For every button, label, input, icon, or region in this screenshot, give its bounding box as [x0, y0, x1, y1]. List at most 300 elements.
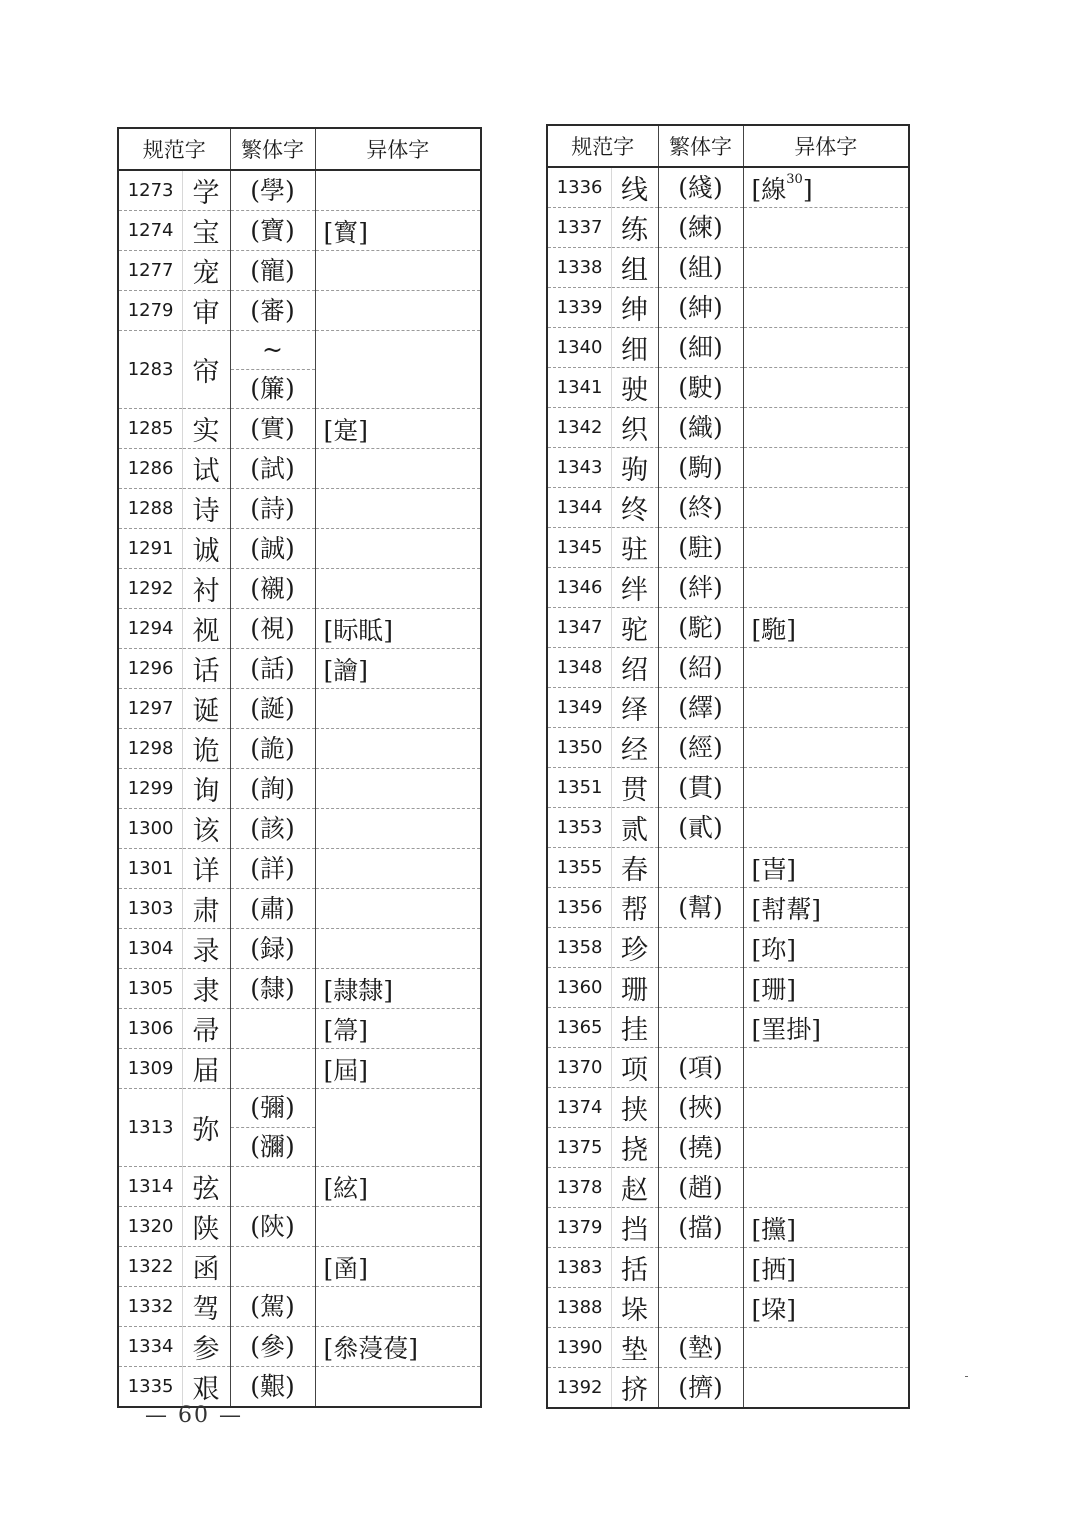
traditional-form — [230, 251, 315, 291]
standard-character: 函 — [182, 1247, 230, 1287]
table-row — [118, 489, 481, 529]
variant-form — [315, 291, 481, 331]
entry-number: 1336 — [547, 167, 611, 208]
standard-character: 衬 — [182, 569, 230, 609]
variant-form — [315, 609, 481, 649]
traditional-form — [658, 408, 743, 448]
table-row — [118, 529, 481, 569]
table-row — [547, 1088, 909, 1128]
traditional-form-line: (肅) — [250, 893, 295, 923]
standard-character: 珊 — [611, 968, 658, 1008]
traditional-form — [230, 529, 315, 569]
traditional-form-line: (紳) — [678, 292, 723, 322]
table-row — [547, 688, 909, 728]
traditional-form-line: (駝) — [678, 612, 723, 642]
entry-number: 1347 — [547, 608, 611, 648]
standard-character: 春 — [611, 848, 658, 888]
standard-character: 详 — [182, 849, 230, 889]
entry-number: 1279 — [118, 291, 182, 331]
standard-character: 贯 — [611, 768, 658, 808]
traditional-form — [658, 728, 743, 768]
entry-number: 1332 — [118, 1287, 182, 1327]
variant-form — [315, 889, 481, 929]
standard-character: 审 — [182, 291, 230, 331]
variant-form — [315, 649, 481, 689]
variant-form — [315, 1089, 481, 1167]
variant-form — [743, 688, 909, 728]
traditional-form — [230, 609, 315, 649]
page-number: — 60 — — [145, 1403, 243, 1428]
traditional-form — [658, 608, 743, 648]
standard-character: 询 — [182, 769, 230, 809]
entry-number: 1379 — [547, 1208, 611, 1248]
header-standard: 规范字 — [118, 128, 230, 170]
entry-number: 1301 — [118, 849, 182, 889]
entry-number: 1378 — [547, 1168, 611, 1208]
traditional-form-line: (駛) — [678, 372, 723, 402]
traditional-form-line: (學) — [250, 175, 295, 205]
table-row — [547, 328, 909, 368]
table-row — [547, 448, 909, 488]
entry-number: 1356 — [547, 888, 611, 928]
traditional-form-line: (話) — [250, 653, 295, 683]
traditional-form-line: (撓) — [678, 1132, 723, 1162]
variant-form — [743, 1328, 909, 1368]
traditional-form-line: ~ — [262, 335, 283, 364]
table-row — [547, 808, 909, 848]
standard-character: 诗 — [182, 489, 230, 529]
traditional-form-line: (詭) — [250, 733, 295, 763]
entry-number: 1350 — [547, 728, 611, 768]
variant-text: [絃] — [323, 1173, 369, 1203]
entry-number: 1341 — [547, 368, 611, 408]
traditional-form — [658, 208, 743, 248]
standard-character: 驶 — [611, 368, 658, 408]
entry-number: 1345 — [547, 528, 611, 568]
entry-number: 1304 — [118, 929, 182, 969]
traditional-form — [230, 1167, 315, 1207]
entry-number: 1335 — [118, 1367, 182, 1408]
variant-form — [743, 808, 909, 848]
table-row — [118, 291, 481, 331]
standard-character: 试 — [182, 449, 230, 489]
entry-number: 1320 — [118, 1207, 182, 1247]
table-row — [547, 1328, 909, 1368]
standard-character: 弥 — [182, 1089, 230, 1167]
traditional-form — [230, 1009, 315, 1049]
variant-text: [旾] — [751, 854, 797, 884]
entry-number: 1300 — [118, 809, 182, 849]
table-row — [547, 408, 909, 448]
traditional-form — [230, 809, 315, 849]
traditional-form — [230, 769, 315, 809]
variant-form — [315, 529, 481, 569]
variant-form — [315, 1367, 481, 1408]
traditional-form — [658, 448, 743, 488]
standard-character: 挠 — [611, 1128, 658, 1168]
table-row — [118, 449, 481, 489]
entry-number: 1339 — [547, 288, 611, 328]
standard-character: 绍 — [611, 648, 658, 688]
traditional-form — [230, 889, 315, 929]
table-row — [547, 1208, 909, 1248]
traditional-form — [230, 409, 315, 449]
entry-number: 1334 — [118, 1327, 182, 1367]
table-row — [118, 1167, 481, 1207]
table-row — [547, 1288, 909, 1328]
variant-form — [743, 408, 909, 448]
variant-form — [743, 728, 909, 768]
table-row — [547, 488, 909, 528]
table-row — [118, 649, 481, 689]
traditional-form-line: (趙) — [678, 1172, 723, 1202]
standard-character: 挡 — [611, 1208, 658, 1248]
standard-character: 驼 — [611, 608, 658, 648]
entry-number: 1338 — [547, 248, 611, 288]
table-row — [547, 608, 909, 648]
standard-character: 经 — [611, 728, 658, 768]
traditional-form-line: (瀰) — [231, 1127, 315, 1166]
table-row — [118, 1367, 481, 1408]
entry-number: 1342 — [547, 408, 611, 448]
traditional-form — [658, 248, 743, 288]
table-row — [547, 1368, 909, 1409]
standard-character: 驾 — [182, 1287, 230, 1327]
table-row — [547, 167, 909, 208]
header-variant: 异体字 — [743, 125, 909, 167]
table-row — [547, 248, 909, 288]
variant-form — [315, 1327, 481, 1367]
traditional-form-line: (駕) — [250, 1291, 295, 1321]
standard-character: 宝 — [182, 211, 230, 251]
traditional-form — [230, 449, 315, 489]
header-traditional: 繁体字 — [658, 125, 743, 167]
variant-form — [743, 648, 909, 688]
entry-number: 1374 — [547, 1088, 611, 1128]
traditional-form — [658, 1008, 743, 1048]
standard-character: 织 — [611, 408, 658, 448]
table-row — [118, 569, 481, 609]
traditional-form — [658, 1208, 743, 1248]
entry-number: 1314 — [118, 1167, 182, 1207]
traditional-form-line: (陝) — [250, 1211, 295, 1241]
table-row — [118, 331, 481, 409]
table-row — [118, 251, 481, 291]
table-row — [547, 1008, 909, 1048]
variant-form — [315, 1247, 481, 1287]
variant-form — [743, 167, 909, 208]
variant-form — [315, 170, 481, 211]
standard-character: 垫 — [611, 1328, 658, 1368]
entry-number: 1296 — [118, 649, 182, 689]
variant-text: [寔] — [323, 415, 369, 445]
variant-form — [315, 1009, 481, 1049]
entry-number: 1360 — [547, 968, 611, 1008]
entry-number: 1286 — [118, 449, 182, 489]
table-row — [547, 728, 909, 768]
variant-text: [珊] — [751, 974, 797, 1004]
standard-character: 视 — [182, 609, 230, 649]
variant-form — [743, 248, 909, 288]
traditional-form-line: (擠) — [678, 1372, 723, 1402]
scan-mark — [965, 1376, 968, 1377]
variant-text: [罣掛] — [751, 1014, 822, 1044]
traditional-form — [658, 568, 743, 608]
standard-character: 括 — [611, 1248, 658, 1288]
variant-form — [315, 1049, 481, 1089]
variant-form — [743, 1008, 909, 1048]
table-row — [118, 170, 481, 211]
traditional-form — [658, 288, 743, 328]
traditional-form-line: (簾) — [231, 369, 315, 408]
table-row — [118, 1089, 481, 1167]
entry-number: 1390 — [547, 1328, 611, 1368]
traditional-form — [230, 1327, 315, 1367]
table-row — [547, 768, 909, 808]
entry-number: 1292 — [118, 569, 182, 609]
header-traditional: 繁体字 — [230, 128, 315, 170]
entry-number: 1298 — [118, 729, 182, 769]
entry-number: 1375 — [547, 1128, 611, 1168]
entry-number: 1353 — [547, 808, 611, 848]
variant-form — [743, 208, 909, 248]
entry-number: 1340 — [547, 328, 611, 368]
entry-number: 1294 — [118, 609, 182, 649]
traditional-form — [658, 1168, 743, 1208]
standard-character: 诡 — [182, 729, 230, 769]
standard-character: 宠 — [182, 251, 230, 291]
traditional-form-line — [659, 929, 743, 967]
traditional-form-line: (組) — [678, 252, 723, 282]
traditional-form — [658, 1048, 743, 1088]
standard-character: 挤 — [611, 1368, 658, 1409]
variant-form — [315, 211, 481, 251]
traditional-form-line: (寵) — [250, 255, 295, 285]
traditional-form — [230, 489, 315, 529]
variant-form — [315, 849, 481, 889]
standard-character: 珍 — [611, 928, 658, 968]
traditional-form-line: (艱) — [250, 1371, 295, 1401]
entry-number: 1351 — [547, 768, 611, 808]
traditional-form-line: (寶) — [250, 215, 295, 245]
entry-number: 1288 — [118, 489, 182, 529]
standard-character: 肃 — [182, 889, 230, 929]
traditional-form-line: (詩) — [250, 493, 295, 523]
table-row — [118, 889, 481, 929]
variant-text: [駞] — [751, 614, 797, 644]
traditional-form — [658, 848, 743, 888]
variant-form — [315, 689, 481, 729]
variant-form — [743, 1248, 909, 1288]
standard-character: 绅 — [611, 288, 658, 328]
table-row — [118, 211, 481, 251]
table-row — [118, 1247, 481, 1287]
standard-character: 帚 — [182, 1009, 230, 1049]
variant-form — [743, 1208, 909, 1248]
table-row — [547, 528, 909, 568]
table-row — [118, 609, 481, 649]
traditional-form — [658, 888, 743, 928]
traditional-form — [230, 569, 315, 609]
table-row — [547, 208, 909, 248]
traditional-form — [658, 688, 743, 728]
variant-form — [743, 1088, 909, 1128]
variant-text: [拪] — [751, 1254, 797, 1284]
variant-text: [眎眡] — [323, 615, 394, 645]
variant-form — [743, 1288, 909, 1328]
table-row — [118, 929, 481, 969]
standard-character: 弦 — [182, 1167, 230, 1207]
variant-form — [743, 1128, 909, 1168]
standard-character: 隶 — [182, 969, 230, 1009]
entry-number: 1349 — [547, 688, 611, 728]
table-row — [547, 1128, 909, 1168]
traditional-form — [658, 1088, 743, 1128]
traditional-form-line: (誕) — [250, 693, 295, 723]
entry-number: 1337 — [547, 208, 611, 248]
traditional-form — [658, 328, 743, 368]
traditional-form-line — [659, 1009, 743, 1047]
variant-form — [315, 1207, 481, 1247]
table-row — [118, 1049, 481, 1089]
variant-text: [叅蓡葠] — [323, 1333, 419, 1363]
variant-form — [743, 528, 909, 568]
variant-form — [315, 729, 481, 769]
variant-text: [寳] — [323, 217, 369, 247]
traditional-form — [230, 331, 315, 409]
entry-number: 1348 — [547, 648, 611, 688]
variant-text: [幇幚] — [751, 894, 822, 924]
table-row — [118, 969, 481, 1009]
table-row — [547, 1168, 909, 1208]
right-character-table — [546, 124, 910, 1409]
traditional-form — [658, 1248, 743, 1288]
standard-character: 绎 — [611, 688, 658, 728]
traditional-form — [230, 170, 315, 211]
variant-form — [743, 1168, 909, 1208]
traditional-form — [230, 1247, 315, 1287]
entry-number: 1388 — [547, 1288, 611, 1328]
standard-character: 话 — [182, 649, 230, 689]
traditional-form-line: (審) — [250, 295, 295, 325]
traditional-form-line: (貫) — [678, 772, 723, 802]
traditional-form — [658, 808, 743, 848]
traditional-form-line: (細) — [678, 332, 723, 362]
standard-character: 练 — [611, 208, 658, 248]
table-row — [547, 648, 909, 688]
standard-character: 艰 — [182, 1367, 230, 1408]
variant-form — [743, 968, 909, 1008]
traditional-form — [230, 1207, 315, 1247]
standard-character: 诞 — [182, 689, 230, 729]
traditional-form-line — [231, 1168, 315, 1206]
entry-number: 1274 — [118, 211, 182, 251]
traditional-form — [658, 167, 743, 208]
table-row — [118, 689, 481, 729]
variant-form — [743, 888, 909, 928]
traditional-form — [230, 211, 315, 251]
table-row — [547, 968, 909, 1008]
entry-number: 1297 — [118, 689, 182, 729]
traditional-form-line: (擋) — [678, 1212, 723, 1242]
traditional-form — [230, 969, 315, 1009]
traditional-form — [230, 291, 315, 331]
table-row — [547, 1048, 909, 1088]
traditional-form-line — [659, 1249, 743, 1287]
traditional-form — [230, 1049, 315, 1089]
entry-number: 1277 — [118, 251, 182, 291]
standard-character: 届 — [182, 1049, 230, 1089]
variant-form — [743, 928, 909, 968]
traditional-form-line — [659, 849, 743, 887]
left-character-table — [117, 127, 482, 1408]
traditional-form-line: (綫) — [678, 172, 723, 202]
traditional-form-line: (試) — [250, 453, 295, 483]
traditional-form-line — [659, 1289, 743, 1327]
standard-character: 录 — [182, 929, 230, 969]
traditional-form-line: (誠) — [250, 533, 295, 563]
variant-form — [743, 328, 909, 368]
traditional-form-line: (絆) — [678, 572, 723, 602]
variant-form — [743, 368, 909, 408]
traditional-form-line: (視) — [250, 613, 295, 643]
footnote-marker: 30 — [786, 171, 803, 187]
traditional-form — [658, 768, 743, 808]
standard-character: 终 — [611, 488, 658, 528]
table-row — [118, 769, 481, 809]
standard-character: 学 — [182, 170, 230, 211]
variant-text: [攩] — [751, 1214, 797, 1244]
variant-form — [315, 929, 481, 969]
variant-form — [315, 331, 481, 409]
entry-number: 1305 — [118, 969, 182, 1009]
entry-number: 1322 — [118, 1247, 182, 1287]
traditional-form-line: (録) — [250, 933, 295, 963]
variant-form — [743, 488, 909, 528]
variant-form — [315, 1287, 481, 1327]
standard-character: 实 — [182, 409, 230, 449]
table-row — [118, 1287, 481, 1327]
standard-character: 项 — [611, 1048, 658, 1088]
traditional-form-line: (襯) — [250, 573, 295, 603]
standard-character: 组 — [611, 248, 658, 288]
traditional-form — [658, 1368, 743, 1409]
traditional-form — [658, 1328, 743, 1368]
header-variant: 异体字 — [315, 128, 481, 170]
entry-number: 1365 — [547, 1008, 611, 1048]
table-row — [118, 809, 481, 849]
standard-character: 线 — [611, 167, 658, 208]
entry-number: 1358 — [547, 928, 611, 968]
traditional-form-line: (經) — [678, 732, 723, 762]
standard-character: 驻 — [611, 528, 658, 568]
table-row — [118, 1009, 481, 1049]
traditional-form-line: (駒) — [678, 452, 723, 482]
traditional-form-line: (貳) — [678, 812, 723, 842]
traditional-form-line — [231, 1050, 315, 1088]
traditional-form — [230, 689, 315, 729]
traditional-form-line: (詳) — [250, 853, 295, 883]
variant-form — [743, 448, 909, 488]
table-row — [547, 928, 909, 968]
entry-number: 1343 — [547, 448, 611, 488]
variant-text: [箒] — [323, 1015, 369, 1045]
entry-number: 1306 — [118, 1009, 182, 1049]
variant-form — [743, 1368, 909, 1409]
traditional-form — [658, 488, 743, 528]
traditional-form-line: (詢) — [250, 773, 295, 803]
entry-number: 1392 — [547, 1368, 611, 1409]
